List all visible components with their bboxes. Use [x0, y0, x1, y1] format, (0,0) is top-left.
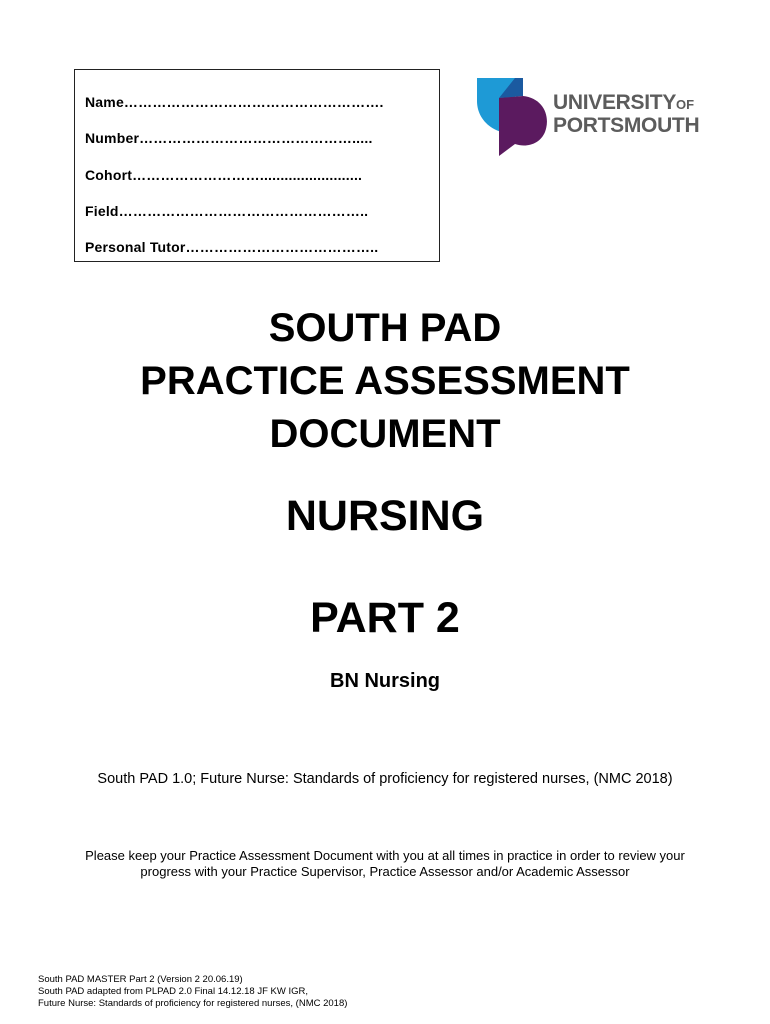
document-title	[0, 302, 770, 461]
standards-note: South PAD 1.0; Future Nurse: Standards of proficiency for registered nurses, (NMC 2018)	[97, 771, 673, 787]
university-wordmark	[553, 92, 699, 136]
instruction-line-1: Please keep your Practice Assessment Document with you at all times in practice in order to review your	[85, 848, 685, 863]
programme-label: BN Nursing	[330, 670, 440, 692]
footer-line-3: Future Nurse: Standards of proficiency for registered nurses, (NMC 2018)	[38, 998, 348, 1009]
student-details-box	[74, 69, 440, 262]
name-field: Name……………………………………………….	[85, 94, 384, 110]
footer-line-2: South PAD adapted from PLPAD 2.0 Final 14.12.18 JF KW IGR,	[38, 986, 308, 997]
university-logo	[477, 76, 727, 158]
personal-tutor-field: Personal Tutor…………………………………..	[85, 239, 379, 255]
logo-university-text: UNIVERSITY	[553, 91, 677, 114]
footer-line-1: South PAD MASTER Part 2 (Version 2 20.06.19)	[38, 974, 243, 985]
footer	[38, 974, 347, 1010]
title-line-1: SOUTH PAD	[268, 306, 502, 350]
cohort-field: Cohort……………………….........................	[85, 167, 363, 183]
university-shield-icon	[477, 76, 547, 158]
instruction-text	[0, 848, 770, 880]
logo-of-text: OF	[676, 97, 695, 112]
instruction-line-2: progress with your Practice Supervisor, Practice Assessor and/or Academic Assessor	[140, 864, 630, 879]
part-heading: PART 2	[310, 594, 460, 642]
field-field: Field……………………………………………..	[85, 203, 369, 219]
number-field: Number……………………………………….....	[85, 130, 373, 146]
title-line-3: DOCUMENT	[269, 412, 501, 456]
title-line-2: PRACTICE ASSESSMENT	[140, 359, 630, 403]
subject-heading: NURSING	[285, 492, 485, 540]
logo-portsmouth-text: PORTSMOUTH	[553, 114, 700, 137]
